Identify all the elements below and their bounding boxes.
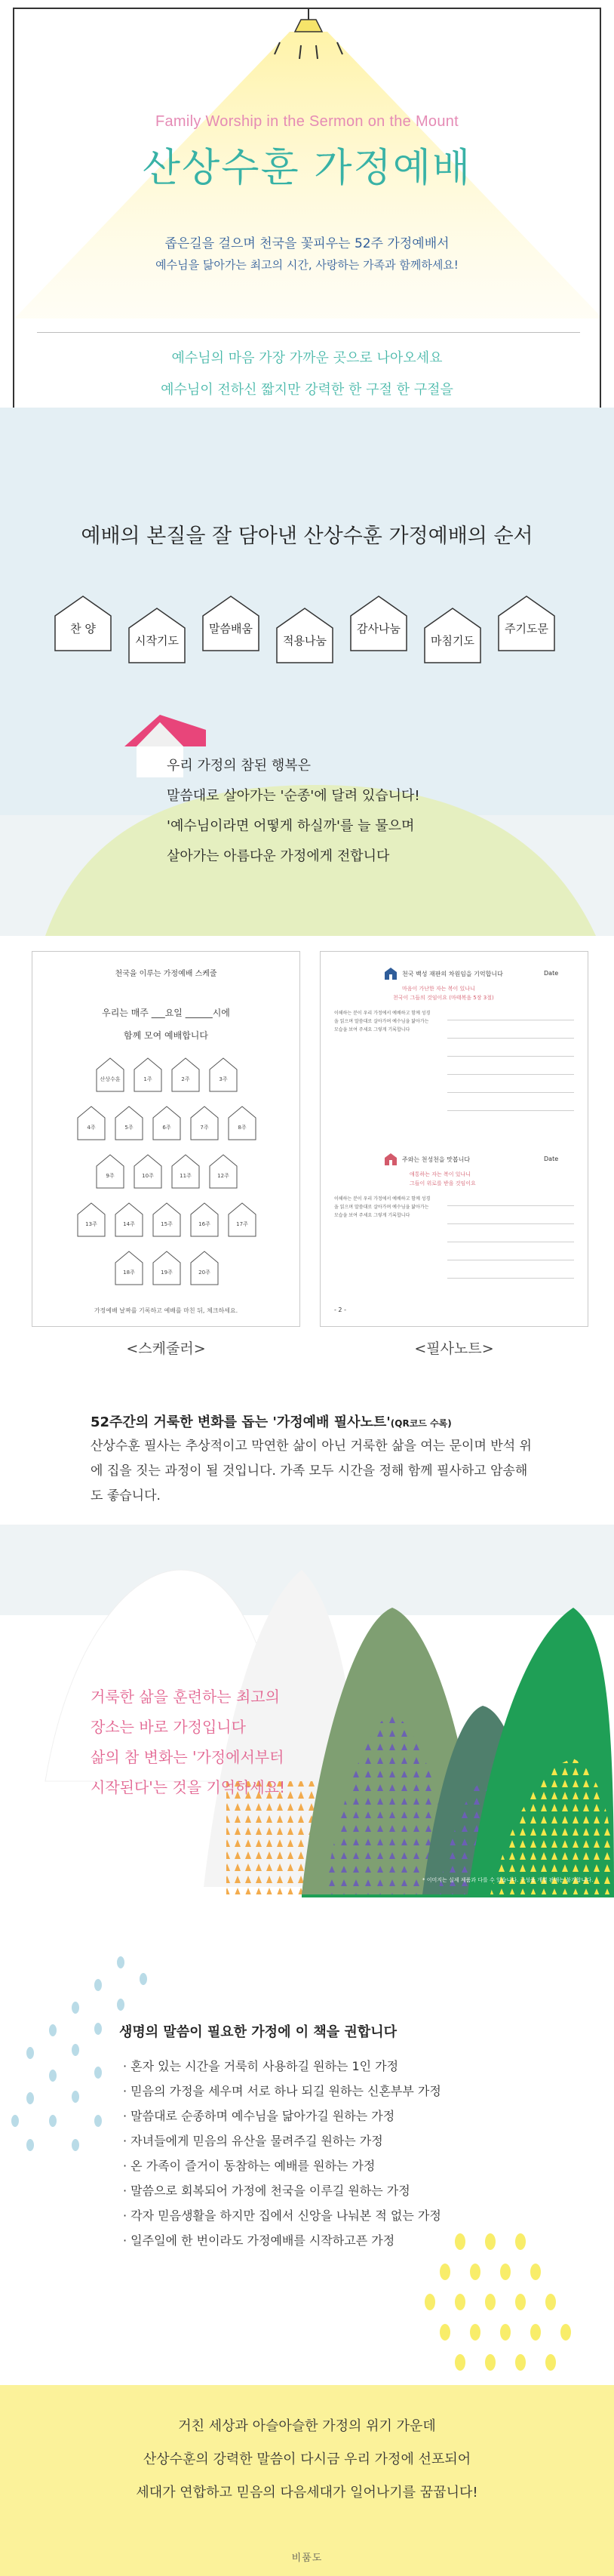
recommend-title: 생명의 말씀이 필요한 가정에 이 책을 권합니다 <box>119 2024 397 2040</box>
divider-top <box>37 332 580 333</box>
schedule-house <box>209 1057 238 1092</box>
house-outline-icon <box>209 1057 238 1092</box>
step-opening-prayer <box>127 605 187 666</box>
house-outline-icon <box>171 1154 200 1189</box>
scheduler-title: 천국을 이루는 가정예배 스케줄 <box>115 970 217 978</box>
house-outline-icon <box>152 1106 181 1140</box>
schedule-house <box>115 1251 143 1285</box>
hill-text-3: '예수님이라면 어떻게 하실까'를 늘 물으며 <box>167 818 415 834</box>
house-outline-icon <box>115 1106 143 1140</box>
house-outline-icon <box>152 1202 181 1237</box>
verse-line-1: 예수님의 마음 가장 가까운 곳으로 나아오세요 <box>171 350 443 366</box>
hill-text-2: 말씀대로 살아가는 '순종'에 달려 있습니다! <box>167 788 420 804</box>
schedule-house <box>171 1154 200 1189</box>
verse-line-2: 예수님이 전하신 짧지만 강력한 한 구절 한 구절을 <box>161 382 453 398</box>
schedule-house-label: 11주 <box>180 1173 192 1179</box>
house-outline-icon <box>171 1057 200 1092</box>
schedule-house-label: 14주 <box>123 1221 135 1227</box>
header-section <box>0 0 614 474</box>
mountain-text-3: 삶의 참 변화는 '가정에서부터 <box>91 1748 284 1766</box>
schedule-house-label: 1주 <box>143 1076 152 1082</box>
footer-line-2: 산상수훈의 강력한 말씀이 다시금 우리 가정에 선포되어 <box>143 2451 471 2467</box>
step-label: 적용나눔 <box>283 634 327 648</box>
schedule-house-label: 3주 <box>219 1076 228 1082</box>
schedule-house <box>115 1202 143 1237</box>
schedule-house-label: 5주 <box>124 1125 134 1131</box>
schedule-house <box>190 1106 219 1140</box>
schedule-house <box>152 1202 181 1237</box>
red-house-icon <box>384 1153 398 1166</box>
description-body: 산상수훈 필사는 추상적이고 막연한 삶이 아닌 거룩한 삶을 여는 문이며 반석 위에 집을 짓는 과정이 될 것입니다. 가족 모두 시간을 정해 함께 필사하고 암송해도 좋습니다. <box>91 1439 532 1503</box>
recommend-section <box>0 1932 614 2385</box>
step-label: 감사나눔 <box>357 622 401 636</box>
schedule-house <box>115 1106 143 1140</box>
note-verse-1: 마음이 가난한 자는 복이 있나니 <box>402 986 475 992</box>
step-application-sharing <box>275 605 335 666</box>
house-outline-icon <box>209 1154 238 1189</box>
intro-line-2: 예수님을 닮아가는 최고의 시간, 사랑하는 가족과 함께하세요! <box>155 258 459 272</box>
description-title-small: (QR코드 수록) <box>390 1418 452 1429</box>
mountain-section <box>0 1525 614 1932</box>
note-verse-2b: 그들이 위로를 받을 것임이요 <box>410 1180 476 1186</box>
schedule-house <box>209 1154 238 1189</box>
recommend-item: · 말씀으로 회복되어 가정에 천국을 이루길 원하는 가정 <box>123 2184 410 2198</box>
step-label: 시작기도 <box>135 634 179 648</box>
note-heading-1: 천국 백성 재판의 차원임을 기억합니다 <box>402 971 503 977</box>
schedule-house-label: 16주 <box>198 1221 210 1227</box>
note-line <box>447 1074 574 1075</box>
recommend-item: · 온 가족이 즐거이 동참하는 예배를 원하는 가정 <box>123 2159 376 2173</box>
house-outline-icon <box>96 1057 124 1092</box>
schedule-house-label: 10주 <box>142 1173 154 1179</box>
schedule-house <box>152 1106 181 1140</box>
schedule-house-label: 17주 <box>236 1221 248 1227</box>
house-outline-icon <box>77 1106 106 1140</box>
recommend-item: · 각자 믿음생활을 하지만 집에서 신앙을 나눠본 적 없는 가정 <box>123 2208 441 2223</box>
scheduler-line-1: 우리는 매주 ___요일 ______시에 <box>102 1008 230 1018</box>
house-outline-icon <box>96 1154 124 1189</box>
schedule-house <box>77 1106 106 1140</box>
mountain-text-1: 거룩한 삶을 훈련하는 최고의 <box>91 1688 280 1706</box>
header-card <box>13 8 601 423</box>
schedule-house-label: 6주 <box>162 1125 171 1131</box>
step-label: 말씀배움 <box>209 622 253 636</box>
step-lords-prayer <box>496 593 557 654</box>
step-label: 찬 양 <box>70 622 96 636</box>
intro-line-1: 좁은길을 걸으며 천국을 꽃피우는 52주 가정예배서 <box>164 236 450 251</box>
schedule-house <box>134 1154 162 1189</box>
note-line <box>447 1278 574 1279</box>
schedule-house-label: 9주 <box>106 1173 115 1179</box>
house-outline-icon <box>152 1251 181 1285</box>
description-title <box>91 1411 452 1431</box>
house-outline-icon <box>115 1202 143 1237</box>
note-line <box>447 1038 574 1039</box>
recommend-item: · 말씀대로 순종하며 예수님을 닮아가길 원하는 가정 <box>123 2109 395 2123</box>
description-title-main: 52주간의 거룩한 변화를 돕는 '가정예배 필사노트' <box>91 1414 391 1430</box>
house-outline-icon <box>190 1202 219 1237</box>
step-label: 주기도문 <box>505 622 548 636</box>
schedule-house <box>171 1057 200 1092</box>
scheduler-preview <box>32 951 300 1327</box>
scheduler-foot: 가정예배 날짜를 기록하고 예배를 마친 뒤, 체크하세요. <box>94 1307 238 1314</box>
note-line <box>447 1056 574 1057</box>
step-word-learning <box>201 593 261 654</box>
schedule-house-label: 2주 <box>181 1076 190 1082</box>
schedule-house-label: 19주 <box>161 1270 173 1276</box>
footer-line-1: 거친 세상과 아슬아슬한 가정의 위기 가운데 <box>178 2418 436 2434</box>
house-outline-icon <box>228 1202 256 1237</box>
schedule-house <box>190 1251 219 1285</box>
note-preview <box>320 951 588 1327</box>
schedule-house-label: 4주 <box>87 1125 96 1131</box>
note-body-1: 이해하는 분이 우리 가정에서 예배하고 함께 성경을 읽으며 말씀대로 살아가며 예수님을 닮아가는 모습을 보여 주세요 그렇게 기록합니다 <box>334 1011 431 1033</box>
schedule-house <box>190 1202 219 1237</box>
recommend-item: · 믿음의 가정을 세우며 서로 하나 되길 원하는 신혼부부 가정 <box>123 2084 441 2098</box>
korean-title: 산상수훈 가정예배 <box>142 146 472 191</box>
step-praise <box>53 593 113 654</box>
schedule-house-label: 8주 <box>238 1125 247 1131</box>
note-date-2: Date <box>544 1156 559 1162</box>
note-body-2: 이해하는 분이 우리 가정에서 예배하고 함께 성경을 읽으며 말씀대로 살아가며 예수님을 닮아가는 모습을 보여 주세요 그렇게 기록합니다 <box>334 1196 431 1218</box>
note-line <box>447 1223 574 1224</box>
hill-text-1: 우리 가정의 참된 행복은 <box>167 758 312 774</box>
schedule-house-label: 18주 <box>123 1270 135 1276</box>
house-outline-icon <box>190 1106 219 1140</box>
mountain-text-2: 장소는 바로 가정입니다 <box>91 1718 246 1736</box>
schedule-house <box>77 1202 106 1237</box>
house-outline-icon <box>77 1202 106 1237</box>
schedule-house <box>152 1251 181 1285</box>
footer-line-3: 세대가 연합하고 믿음의 다음세대가 일어나기를 꿈꿉니다! <box>136 2485 478 2501</box>
house-outline-icon <box>134 1154 162 1189</box>
english-title: Family Worship in the Sermon on the Mount <box>155 113 459 130</box>
note-line <box>447 1092 574 1093</box>
step-thanks-sharing <box>348 593 409 654</box>
footer-section <box>0 2385 614 2576</box>
note-label: <필사노트> <box>414 1340 494 1357</box>
note-page-number: - 2 - <box>334 1306 346 1313</box>
schedule-house <box>228 1202 256 1237</box>
scheduler-label: <스케줄러> <box>126 1340 206 1357</box>
schedule-house-label: 13주 <box>85 1221 97 1227</box>
preview-section <box>0 936 614 1525</box>
house-outline-icon <box>134 1057 162 1092</box>
schedule-house-label: 12주 <box>217 1173 229 1179</box>
blue-house-icon <box>384 967 398 980</box>
schedule-house-label: 15주 <box>161 1221 173 1227</box>
schedule-house-label: 20주 <box>198 1270 210 1276</box>
house-outline-icon <box>228 1106 256 1140</box>
step-label: 마침기도 <box>431 634 474 648</box>
order-title: 예배의 본질을 잘 담아낸 산상수훈 가정예배의 순서 <box>81 525 533 548</box>
mountain-caption: * 이미지는 실제 제품과 다를 수 있습니다. 구성품 개별 판매는 불가합니다. <box>422 1877 594 1883</box>
step-closing-prayer <box>422 605 483 666</box>
recommend-item: · 자녀들에게 믿음의 유산을 물려주길 원하는 가정 <box>123 2134 383 2148</box>
schedule-house <box>134 1057 162 1092</box>
recommend-item: · 혼자 있는 시간을 거룩히 사용하길 원하는 1인 가정 <box>123 2059 399 2073</box>
note-line <box>447 1205 574 1206</box>
schedule-house-label: 7주 <box>200 1125 209 1131</box>
house-outline-icon <box>190 1251 219 1285</box>
house-outline-icon <box>115 1251 143 1285</box>
hill-text-4: 살아가는 아름다운 가정에게 전합니다 <box>167 848 390 864</box>
schedule-house <box>228 1106 256 1140</box>
note-date-1: Date <box>544 970 559 977</box>
schedule-house <box>96 1154 124 1189</box>
scheduler-line-2: 함께 모여 예배합니다 <box>124 1030 208 1041</box>
recommend-item: · 일주일에 한 번이라도 가정예배를 시작하고픈 가정 <box>123 2233 395 2248</box>
note-verse-2: 애통하는 자는 복이 있나니 <box>410 1171 471 1177</box>
schedule-house-label: 산상수훈 <box>100 1076 121 1082</box>
brand-logo: 비품도 <box>291 2553 323 2564</box>
note-heading-2: 주와는 천성천을 맛봅니다 <box>402 1156 471 1163</box>
schedule-house <box>96 1057 124 1092</box>
note-verse-1b: 천국이 그들의 것임이요 (마태복음 5장 3절) <box>393 995 494 1001</box>
note-line <box>447 1110 574 1111</box>
mountain-text-4: 시작된다'는 것을 기억하세요! <box>91 1778 286 1796</box>
